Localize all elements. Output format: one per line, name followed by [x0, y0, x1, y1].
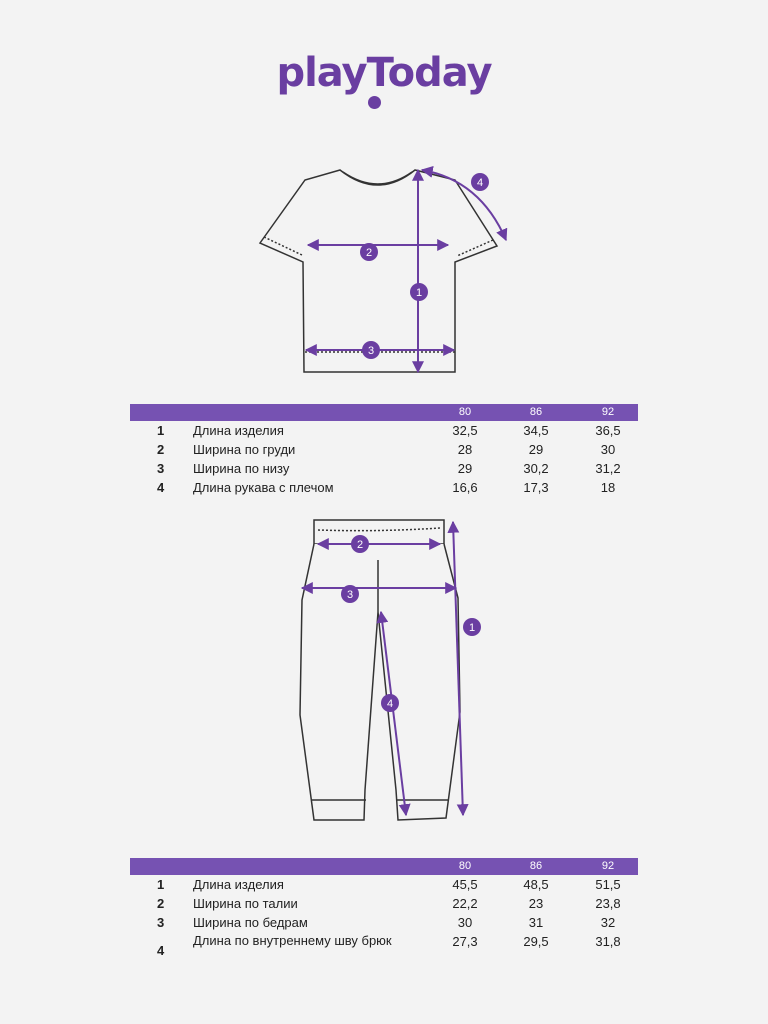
row-label: Длина по внутреннему шву брюк [193, 933, 392, 948]
cell-value: 23 [528, 896, 544, 911]
row-label: Длина изделия [193, 423, 284, 438]
row-number: 4 [157, 480, 165, 495]
table-row [130, 459, 638, 478]
cell-value: 32,5 [452, 423, 478, 438]
row-label: Ширина по низу [193, 461, 290, 476]
tshirt-marker-3-label: 3 [367, 345, 375, 357]
table-row [130, 913, 638, 932]
size-header: 80 [458, 860, 472, 872]
cell-value: 29 [528, 442, 544, 457]
row-label: Ширина по талии [193, 896, 298, 911]
pants-marker-2-label: 2 [356, 539, 364, 551]
cell-value: 28 [457, 442, 473, 457]
cell-value: 32 [600, 915, 616, 930]
cell-value: 23,8 [595, 896, 621, 911]
cell-value: 34,5 [523, 423, 549, 438]
table-row [130, 894, 638, 913]
tshirt-marker-4-label: 4 [476, 177, 484, 189]
size-header: 86 [529, 860, 543, 872]
pants-size-table [130, 858, 638, 970]
row-number: 1 [157, 423, 165, 438]
size-header: 92 [601, 406, 615, 418]
size-header: 92 [601, 860, 615, 872]
tshirt-table-header [130, 404, 638, 421]
cell-value: 29 [457, 461, 473, 476]
cell-value: 17,3 [523, 480, 549, 495]
pants-illustration [300, 520, 460, 820]
tshirt-size-table [130, 404, 638, 497]
pants-marker-3-label: 3 [346, 589, 354, 601]
cell-value: 36,5 [595, 423, 621, 438]
cell-value: 30 [600, 442, 616, 457]
tshirt-illustration [260, 170, 497, 372]
cell-value: 31 [528, 915, 544, 930]
brand-logo: playToday [276, 50, 492, 96]
row-number: 2 [157, 896, 165, 911]
size-header: 86 [529, 406, 543, 418]
table-row [130, 875, 638, 894]
table-row [130, 421, 638, 440]
tshirt-marker-2-label: 2 [365, 247, 373, 259]
cell-value: 48,5 [523, 877, 549, 892]
row-number: 3 [157, 461, 165, 476]
cell-value: 18 [600, 480, 616, 495]
pants-marker-4-label: 4 [386, 698, 394, 710]
cell-value: 29,5 [523, 934, 549, 949]
row-number: 2 [157, 442, 165, 457]
cell-value: 30 [457, 915, 473, 930]
cell-value: 31,8 [595, 934, 621, 949]
row-label: Ширина по бедрам [193, 915, 308, 930]
row-number: 3 [157, 915, 165, 930]
tshirt-marker-1-label: 1 [415, 287, 423, 299]
cell-value: 51,5 [595, 877, 621, 892]
size-header: 80 [458, 406, 472, 418]
cell-value: 30,2 [523, 461, 549, 476]
table-row [130, 478, 638, 497]
row-label: Длина рукава с плечом [193, 480, 334, 495]
cell-value: 27,3 [452, 934, 478, 949]
cell-value: 22,2 [452, 896, 478, 911]
row-number: 4 [157, 943, 165, 958]
row-number: 1 [157, 877, 165, 892]
cell-value: 45,5 [452, 877, 478, 892]
pants-table-header [130, 858, 638, 875]
cell-value: 31,2 [595, 461, 621, 476]
cell-value: 16,6 [452, 480, 478, 495]
pants-marker-1-label: 1 [468, 622, 476, 634]
table-row [130, 932, 638, 970]
row-label: Ширина по груди [193, 442, 296, 457]
table-row [130, 440, 638, 459]
row-label: Длина изделия [193, 877, 284, 892]
